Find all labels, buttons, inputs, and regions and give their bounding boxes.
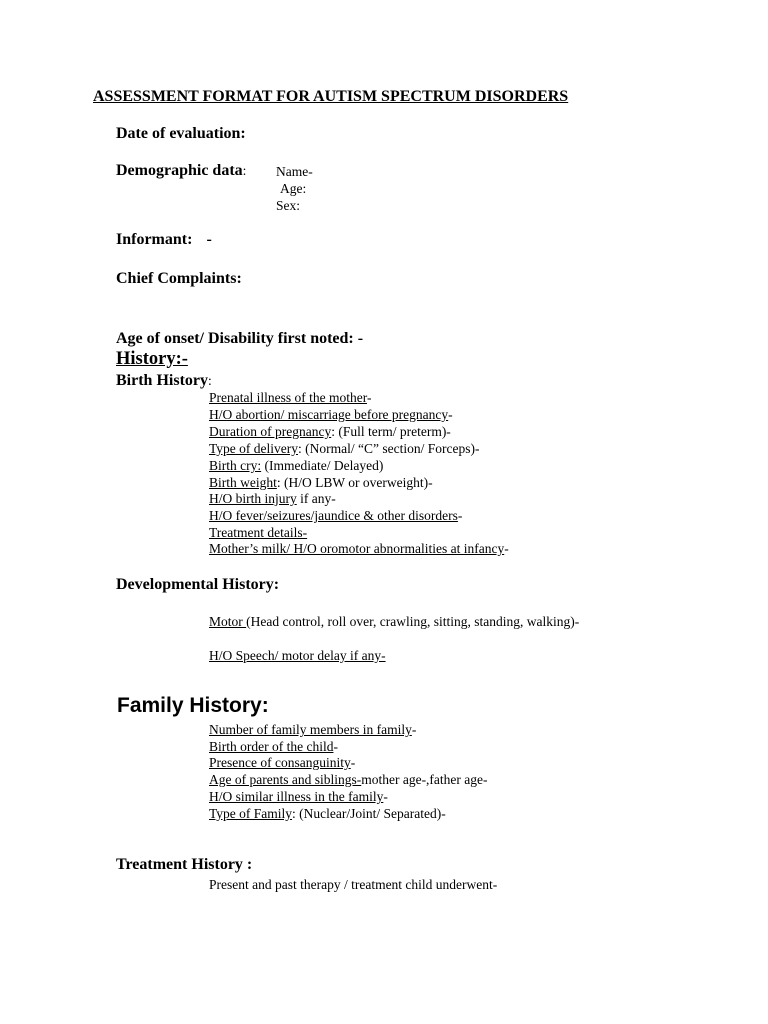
chief-complaints-label: Chief Complaints: (116, 270, 242, 287)
demographic-age-field: Age: (280, 181, 307, 196)
birth-history-item: Type of delivery: (Normal/ “C” section/ Forceps)- (209, 441, 480, 456)
family-history-item: Presence of consanguinity- (209, 755, 356, 770)
developmental-speech-item: H/O Speech/ motor delay if any- (209, 648, 386, 663)
treatment-history-label: Treatment History : (116, 856, 253, 873)
birth-history-item: Duration of pregnancy: (Full term/ preterm)- (209, 424, 451, 439)
treatment-history-text: Present and past therapy / treatment child underwent- (209, 877, 498, 892)
birth-history-item: Treatment details- (209, 525, 308, 540)
informant-row (116, 231, 212, 249)
birth-history-item: Birth weight: (H/O LBW or overweight)- (209, 475, 433, 490)
birth-history-item: H/O fever/seizures/jaundice & other disorders- (209, 508, 463, 523)
document-title: ASSESSMENT FORMAT FOR AUTISM SPECTRUM DISORDERS (93, 88, 569, 105)
demographic-data-label: Demographic data (116, 162, 243, 179)
age-of-onset-label: Age of onset/ Disability first noted: - (116, 330, 364, 347)
family-history-item: Birth order of the child- (209, 739, 338, 754)
demographic-data-row (116, 162, 246, 180)
family-history-item: H/O similar illness in the family- (209, 789, 388, 804)
informant-label: Informant: (116, 231, 193, 248)
date-of-evaluation-label: Date of evaluation: (116, 125, 246, 142)
birth-history-item: Prenatal illness of the mother- (209, 390, 372, 405)
developmental-history-label: Developmental History: (116, 576, 280, 593)
demographic-data-colon: : (242, 163, 247, 178)
demographic-sex-field: Sex: (276, 198, 301, 213)
birth-history-row (116, 372, 212, 390)
family-history-item: Type of Family: (Nuclear/Joint/ Separated)- (209, 806, 446, 821)
family-history-item: Number of family members in family- (209, 722, 417, 737)
birth-history-item: Mother’s milk/ H/O oromotor abnormalities at infancy- (209, 541, 509, 556)
demographic-name-field: Name- (276, 164, 313, 179)
family-history-item: Age of parents and siblings-mother age-,father age- (209, 772, 488, 787)
family-history-heading: Family History: (117, 694, 269, 717)
history-heading: History:- (116, 349, 188, 369)
birth-history-item: H/O abortion/ miscarriage before pregnancy- (209, 407, 453, 422)
birth-history-label: Birth History (116, 372, 208, 389)
developmental-motor-item: Motor (Head control, roll over, crawling, sitting, standing, walking)- (209, 614, 580, 629)
birth-history-item: Birth cry: (Immediate/ Delayed) (209, 458, 384, 473)
birth-history-item: H/O birth injury if any- (209, 491, 336, 506)
informant-value: - (206, 231, 212, 248)
birth-history-colon: : (208, 373, 212, 388)
